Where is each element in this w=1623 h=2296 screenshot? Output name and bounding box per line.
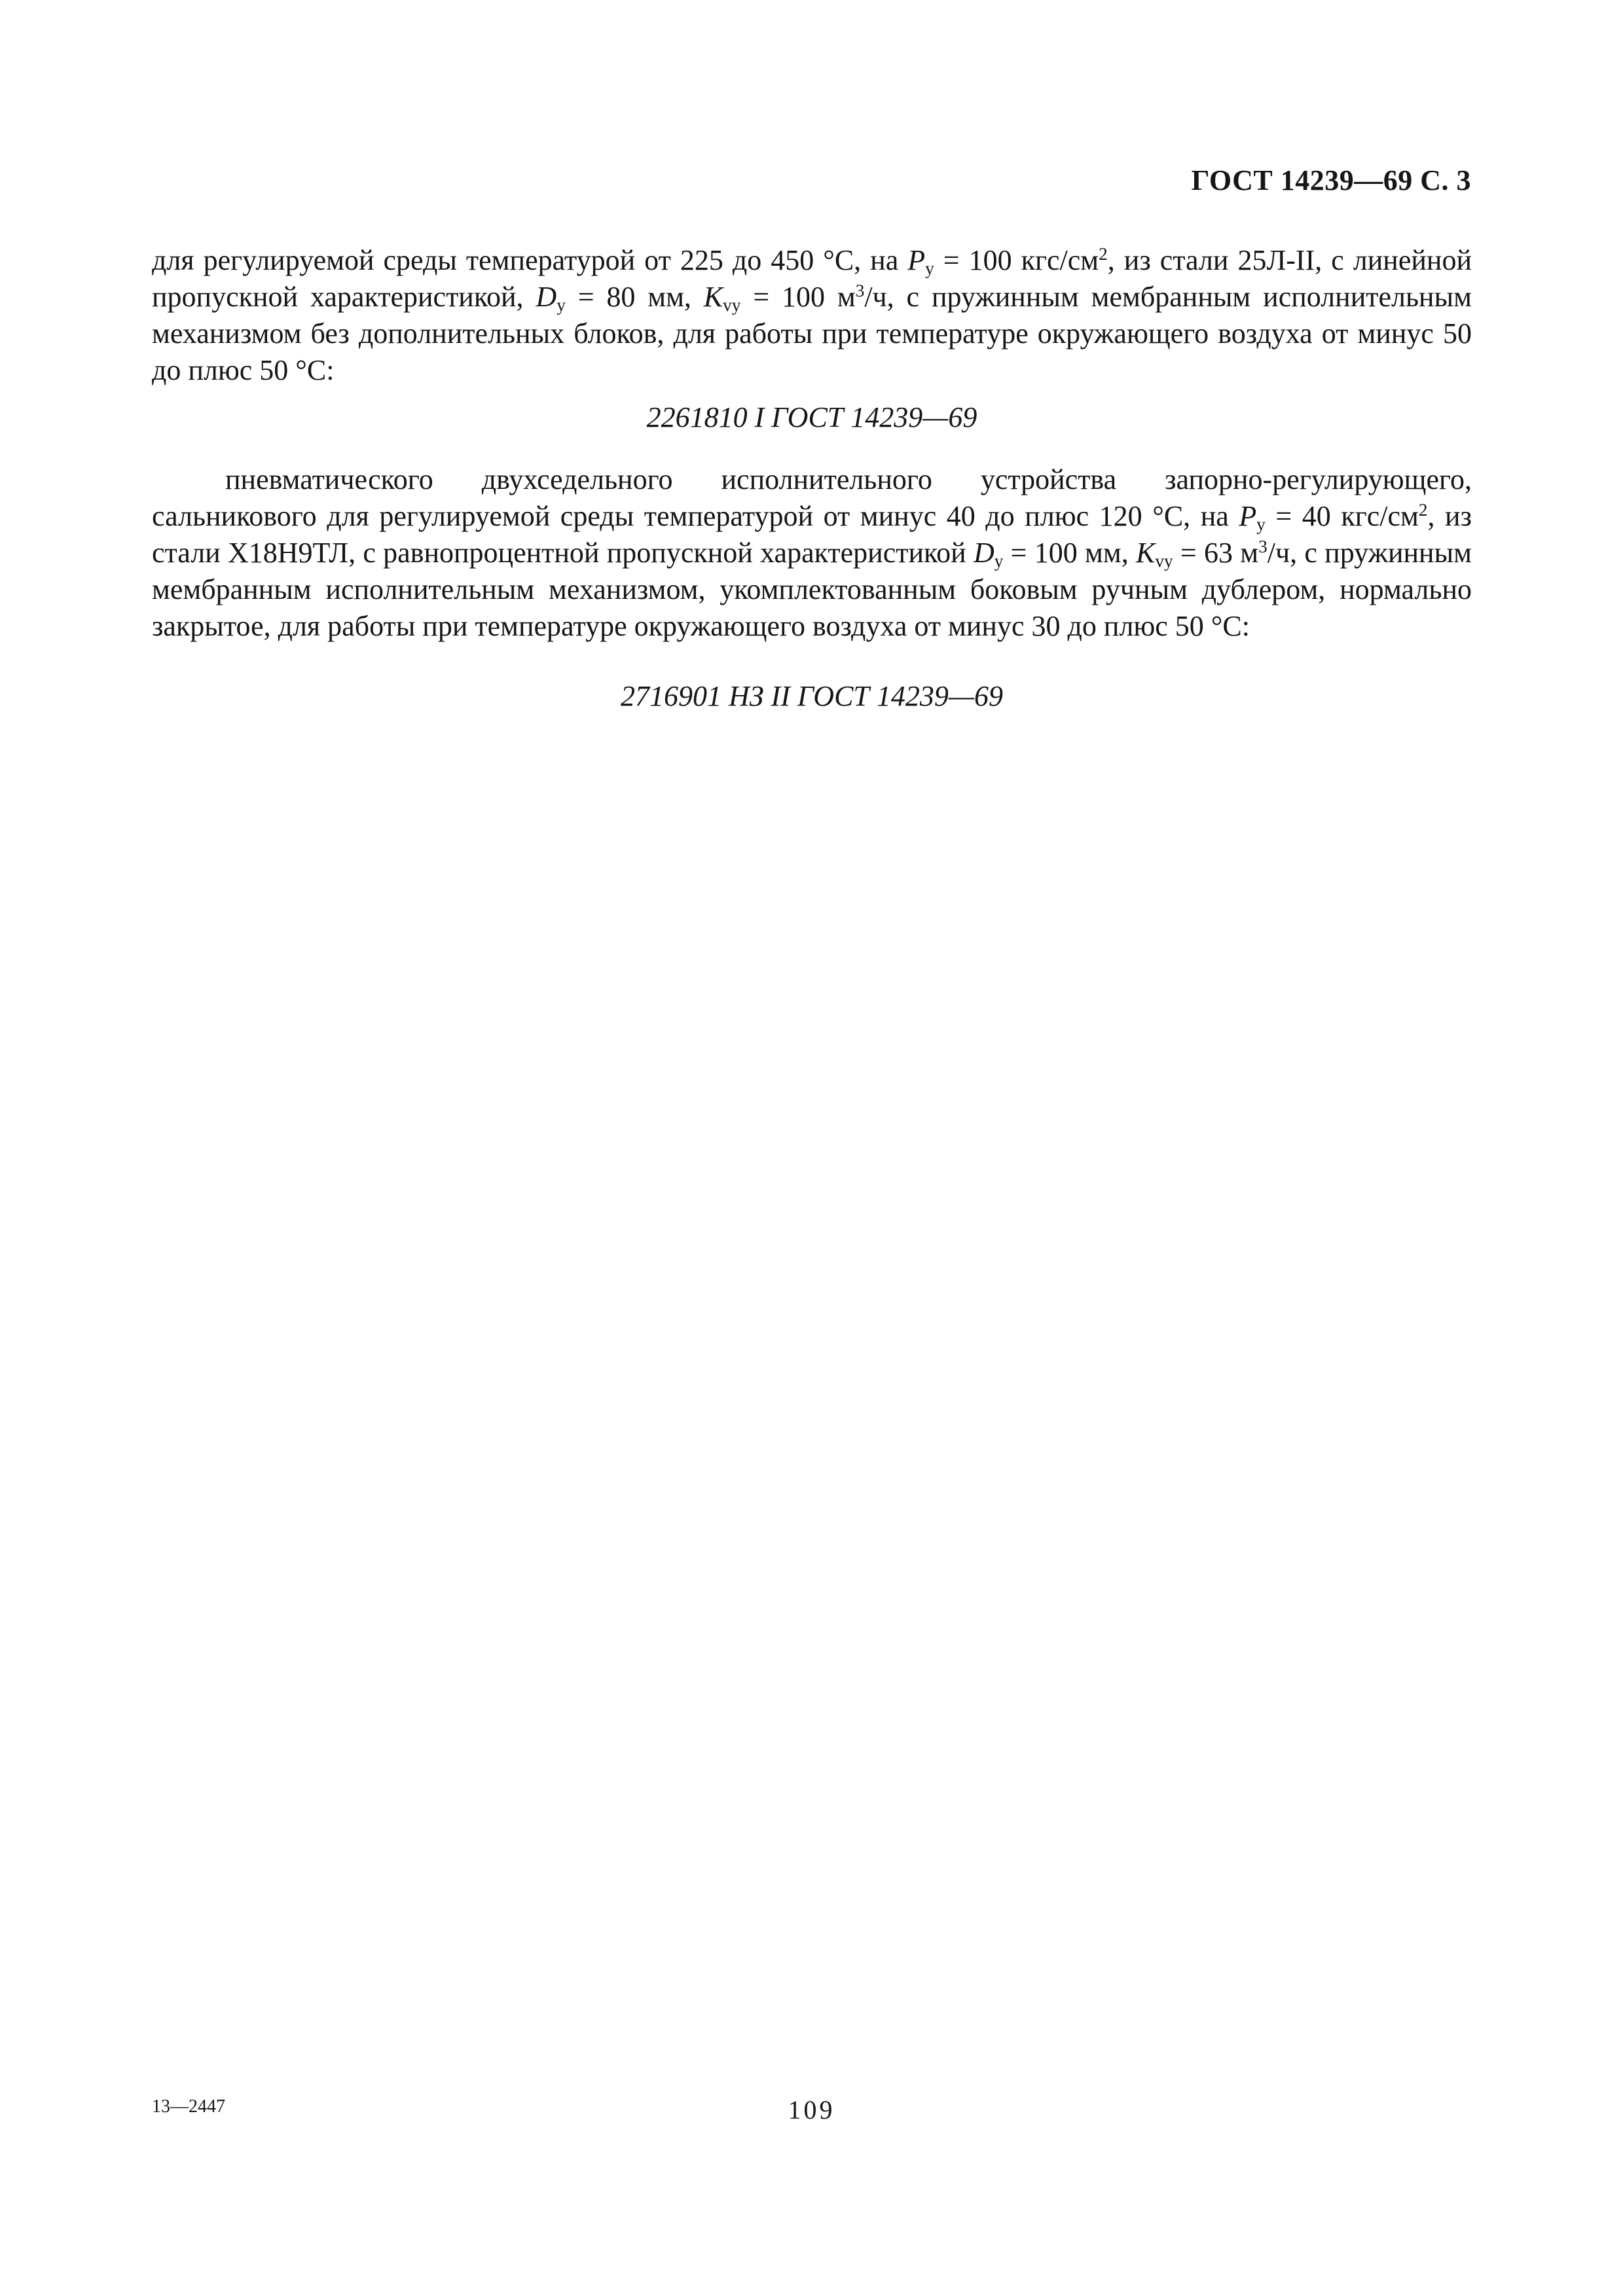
- page-number: 109: [788, 2095, 835, 2125]
- designation-example-1: 2261810 I ГОСТ 14239—69: [646, 401, 977, 433]
- designation-example-2: 2716901 НЗ II ГОСТ 14239—69: [620, 680, 1004, 712]
- print-order-code: 13—2447: [152, 2096, 225, 2117]
- paragraph-example-1: для регулируемой среды температурой от 225 до 450 °С, на $P_у = 100$ кгс/$см^2$, из стали 25Л-II, с линейной пропускной характеристикой, $D_у = 80$ мм, $K_{vу} = 100$ $м^3/ч$, с пружинным мембранным исполнительным механизмом без дополнительных блоков, для работы при температуре окружающего воздуха от минус 50 до плюс 50 °С:: [152, 244, 1472, 386]
- standard-header: ГОСТ 14239—69 С. 3: [1191, 164, 1471, 196]
- paragraph-example-2: пневматического двухседельного исполнительного устройства запорно-регулирующего, сальникового для регулируемой среды температурой от минус 40 до плюс 120 °С, на $P_у = 40$ кгс/$см^2$, из стали Х18Н9ТЛ, с равнопроцентной пропускной характеристикой $D_у = 100$ мм, $K_{vу} = 63$ $м^3/ч$, с пружинным мембранным исполнительным механизмом, укомплектованным боковым ручным дублером, нормально закрытое, для работы при температуре окружающего воздуха от минус 30 до плюс 50 °С:: [152, 463, 1472, 642]
